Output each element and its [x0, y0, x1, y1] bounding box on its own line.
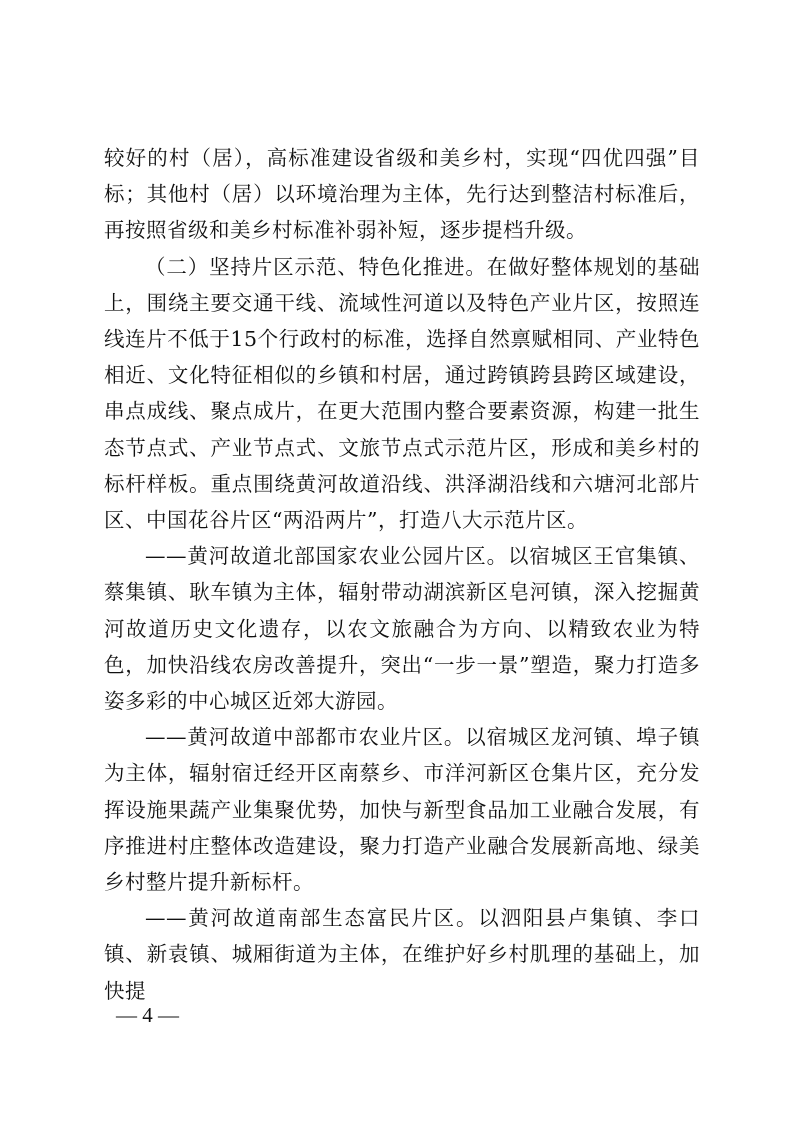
paragraph-3-text: ——黄河故道北部国家农业公园片区。以宿城区王官集镇、蔡集镇、耿车镇为主体，辐射带动湖滨新区皂河镇，深入挖掘黄河故道历史文化遗存，以农文旅融合为方向、以精致农业为特色，加快沿线农房改善提升，突出“一步一景”塑造，聚力打造多姿多彩的中心城区近郊大游园。 — [104, 544, 700, 714]
paragraph-5-text: ——黄河故道南部生态富民片区。以泗阳县卢集镇、李口镇、新袁镇、城厢街道为主体，在维护好乡村肌理的基础上，加快提 — [104, 906, 700, 1003]
document-body — [104, 140, 700, 1009]
paragraph-4-text: ——黄河故道中部都市农业片区。以宿城区龙河镇、埠子镇为主体，辐射宿迁经开区南蔡乡、市洋河新区仓集片区，充分发挥设施果蔬产业集聚优势，加快与新型食品加工业融合发展，有序推进村庄整体改造建设，聚力打造产业融合发展新高地、绿美乡村整片提升新标杆。 — [104, 725, 700, 895]
paragraph-2-text: 在做好整体规划的基础上，围绕主要交通干线、流域性河道以及特色产业片区，按照连线连片不低于15个行政村的标准，选择自然禀赋相同、产业特色相近、文化特征相似的乡镇和村居，通过跨镇跨县跨区域建设，串点成线、聚点成片，在更大范围内整合要素资源，构建一批生态节点式、产业节点式、文旅节点式示范片区，形成和美乡村的标杆样板。重点围绕黄河故道沿线、洪泽湖沿线和六塘河北部片区、中国花谷片区“两沿两片”，打造八大示范片区。 — [104, 254, 701, 533]
section-heading: （二）坚持片区示范、特色化推进。 — [145, 254, 487, 279]
paragraph-2 — [104, 249, 700, 539]
paragraph-3 — [104, 538, 700, 719]
page-number: — 4 — — [116, 1003, 179, 1027]
paragraph-4 — [104, 719, 700, 900]
paragraph-1-text: 较好的村（居），高标准建设省级和美乡村，实现“四优四强”目标；其他村（居）以环境治理为主体，先行达到整洁村标准后，再按照省级和美乡村标准补弱补短，逐步提档升级。 — [104, 146, 700, 243]
paragraph-5 — [104, 900, 700, 1009]
paragraph-1 — [104, 140, 700, 249]
